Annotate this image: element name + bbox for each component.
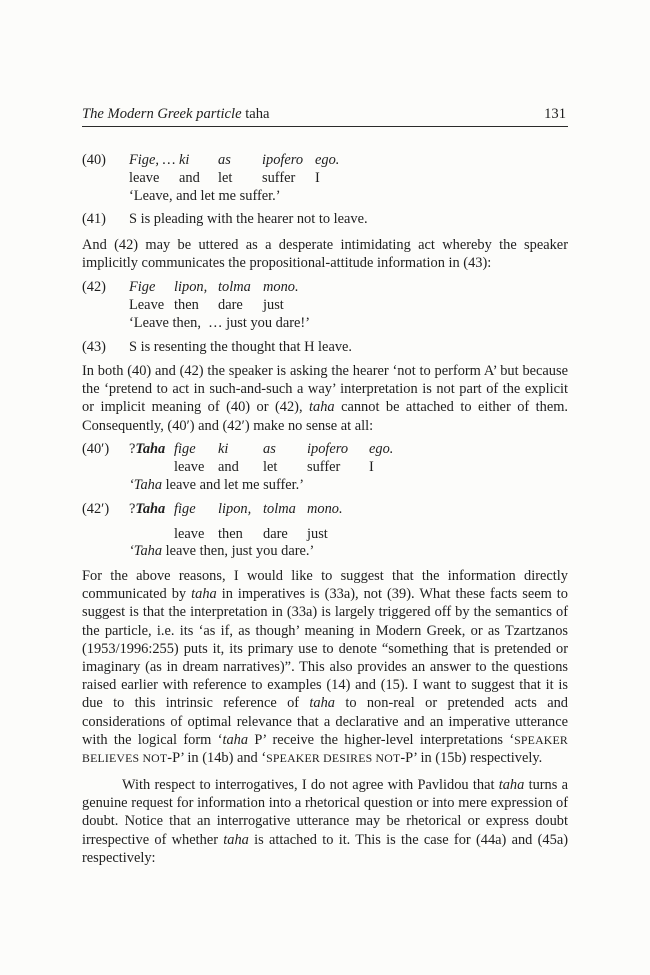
greek-word: mono. (307, 501, 343, 517)
greek-word: Fige (129, 279, 156, 295)
greek-word: lipon, (218, 501, 252, 517)
gloss-word: Leave (129, 297, 165, 313)
gloss-word: leave (174, 459, 205, 475)
paragraph: In both (40) and (42) the speaker is asking the hearer ‘not to perform A’ but because the ‘pretend to act in such-and-such a way’ interpretation is not part of the explicit or implicit meaning of (40) or (42), taha cannot be attached to either of them. Consequently, (40′) and (42′) make no sense at all: (82, 363, 569, 434)
example-text: S is resenting the thought that H leave. (129, 339, 353, 355)
gloss-word: just (307, 526, 328, 542)
gloss-word: dare (263, 526, 288, 542)
translation: ‘Taha leave and let me suffer.’ (129, 477, 305, 493)
example-40-prime (82, 440, 568, 496)
greek-word: ipofero (307, 441, 349, 457)
gloss-word: and (179, 170, 200, 186)
greek-word: as (218, 152, 231, 168)
example-number: (42) (82, 279, 106, 295)
running-header (82, 106, 568, 127)
gloss-word: dare (218, 297, 243, 313)
question-mark: ? (129, 501, 136, 517)
example-43 (82, 338, 568, 358)
running-title: The Modern Greek particle taha (82, 106, 270, 122)
taha-word: Taha (135, 441, 166, 457)
greek-word: ipofero (262, 152, 304, 168)
greek-word: ego. (369, 441, 394, 457)
greek-word: fige (174, 501, 196, 517)
greek-word: Fige, … ki (129, 152, 190, 168)
translation: ‘Leave, and let me suffer.’ (129, 188, 281, 204)
page-number: 131 (544, 106, 566, 122)
gloss-word: I (315, 170, 320, 186)
example-42-prime (82, 500, 568, 560)
example-number: (42′) (82, 501, 110, 517)
paragraph: For the above reasons, I would like to suggest that the information directly communicated by taha in imperatives is (33a), not (39). What these facts seem to suggest is that the interpretation in (33a) is largely triggered off by the semantics of the particle, i.e. its ‘as if, as though’ meaning in Modern Greek, or as Tzartzanos (1953/1996:255) puts it, its primary use to denote “something that is pretended or imaginary (as in dream narratives)”. This also provides an answer to the questions raised earlier with reference to examples (14) and (15). I want to suggest that it is due to this intrinsic reference of taha to non-real or pretended acts and considerations of optimal relevance that a declarative and an imperative utterance with the logical form ‘taha P’ receive the higher-level interpretations ‘SPEAKER BELIEVES NOT-P’ in (14b) and ‘SPEAKER DESIRES NOT-P’ in (15b) respectively. (82, 568, 568, 767)
gloss-word: then (218, 526, 243, 542)
translation: ‘Leave then, … just you dare!’ (129, 315, 311, 331)
greek-word: fige (174, 441, 196, 457)
gloss-word: then (174, 297, 199, 313)
gloss-word: leave (174, 526, 205, 542)
example-41 (82, 210, 568, 230)
greek-word: tolma (263, 501, 296, 517)
gloss-word: suffer (307, 459, 341, 475)
gloss-word: let (263, 459, 278, 475)
example-number: (40) (82, 152, 106, 168)
example-text: S is pleading with the hearer not to leave. (129, 211, 368, 227)
gloss-word: and (218, 459, 239, 475)
example-number: (43) (82, 339, 106, 355)
gloss-word: leave (129, 170, 160, 186)
gloss-word: let (218, 170, 233, 186)
translation: ‘Taha leave then, just you dare.’ (129, 543, 315, 559)
example-40 (82, 151, 568, 207)
gloss-word: suffer (262, 170, 296, 186)
greek-word: tolma (218, 279, 251, 295)
paragraph: With respect to interrogatives, I do not agree with Pavlidou that taha turns a genuine request for information into a rhetorical question or into mere expression of doubt. Notice that an interrogative utterance may be rhetorical or express doubt irrespective of whether taha is attached to it. This is the case for (44a) and (45a) respectively: (82, 777, 569, 866)
greek-word: ego. (315, 152, 340, 168)
gloss-word: I (369, 459, 374, 475)
example-number: (41) (82, 211, 106, 227)
example-number: (40′) (82, 441, 110, 457)
greek-word: as (263, 441, 276, 457)
example-42 (82, 278, 568, 334)
greek-word: ki (218, 441, 229, 457)
greek-word: mono. (263, 279, 299, 295)
paragraph: And (42) may be uttered as a desperate intimidating act whereby the speaker implicitly communicates the propositional-attitude information in (43): (82, 237, 568, 272)
gloss-word: just (263, 297, 284, 313)
taha-word: Taha (135, 501, 166, 517)
question-mark: ? (129, 441, 136, 457)
greek-word: lipon, (174, 279, 208, 295)
